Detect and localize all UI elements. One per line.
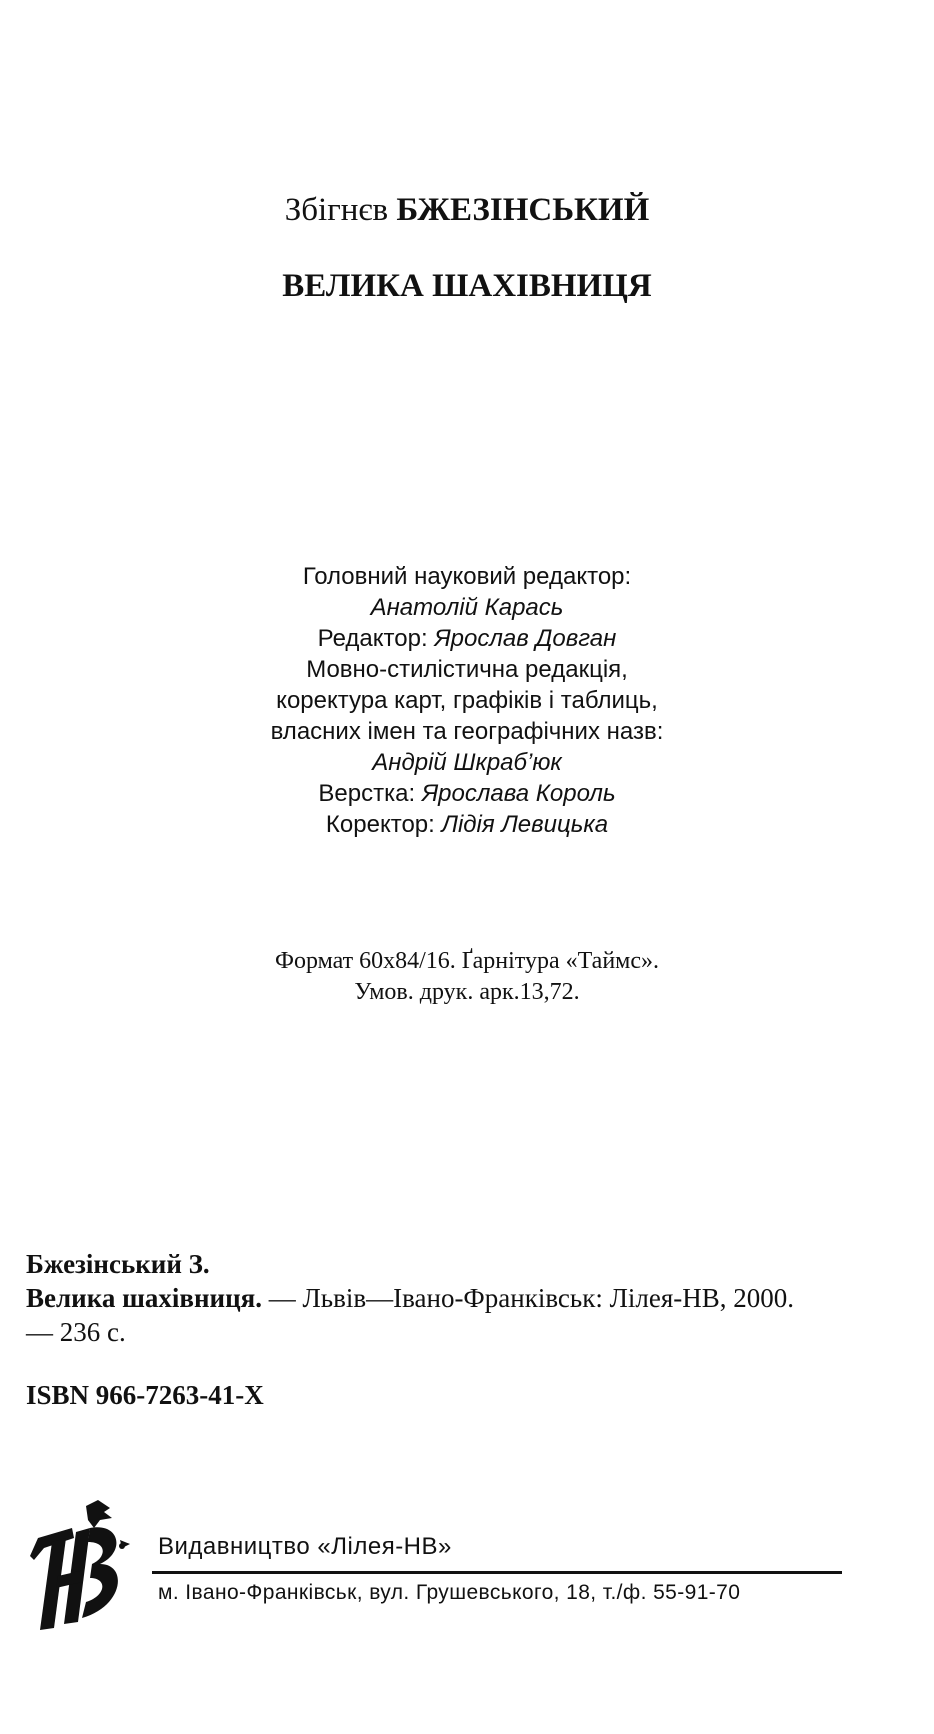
chief-editor-label: Головний науковий редактор: [302,563,632,590]
editor-label: Редактор: [317,625,428,652]
editor-row [0,623,934,654]
isbn: ISBN 966-7263-41-X [26,1380,264,1410]
publisher-logo-text: НВ [24,1498,26,1499]
style-editing-name: Андрій Шкраб’юк [372,749,562,776]
editor-name: Ярослав Довган [434,625,617,652]
style-editing-line-1: Мовно-стилістична редакція, [306,656,628,683]
layout-label: Верстка: [318,780,416,807]
layout-name: Ярослава Король [421,780,616,807]
author-surname: БЖЕЗІНСЬКИЙ [396,192,650,228]
format-line-1: Формат 60х84/16. Ґарнітура «Таймс». [275,948,659,974]
proofreader-name: Лідія Левицька [441,811,609,838]
publisher-address: м. Івано-Франківськ, вул. Грушевського, 18, т./ф. 55-91-70 [158,1581,741,1604]
credits-block [0,561,934,840]
author-given-name: Збігнєв [284,192,389,228]
proofreader-label: Коректор: [325,811,435,838]
style-editing-line-3: власних імен та географічних назв: [270,718,664,745]
publisher-divider [152,1571,842,1574]
proofreader-row [0,809,934,840]
biblio-imprint: — Львів—Івано-Франківськ: Лілея-НВ, 2000. [262,1283,795,1313]
book-title: ВЕЛИКА ШАХІВНИЦЯ [282,268,652,304]
biblio-title: Велика шахівниця. [26,1283,262,1313]
author-line [0,192,934,229]
publisher-name: Видавництво «Лілея-НВ» [158,1533,452,1560]
layout-row [0,778,934,809]
format-block [0,946,934,1008]
biblio-description [26,1281,906,1315]
style-editing-line-2: коректура карт, графіків і таблиць, [276,687,658,714]
biblio-heading: Бжезінський З. [26,1249,210,1279]
bibliographic-record [26,1247,906,1349]
chief-editor-name: Анатолій Карась [370,594,564,621]
format-line-2: Умов. друк. арк.13,72. [354,979,580,1005]
publisher-logo-icon [24,1498,144,1633]
biblio-pages: — 236 с. [26,1317,126,1347]
